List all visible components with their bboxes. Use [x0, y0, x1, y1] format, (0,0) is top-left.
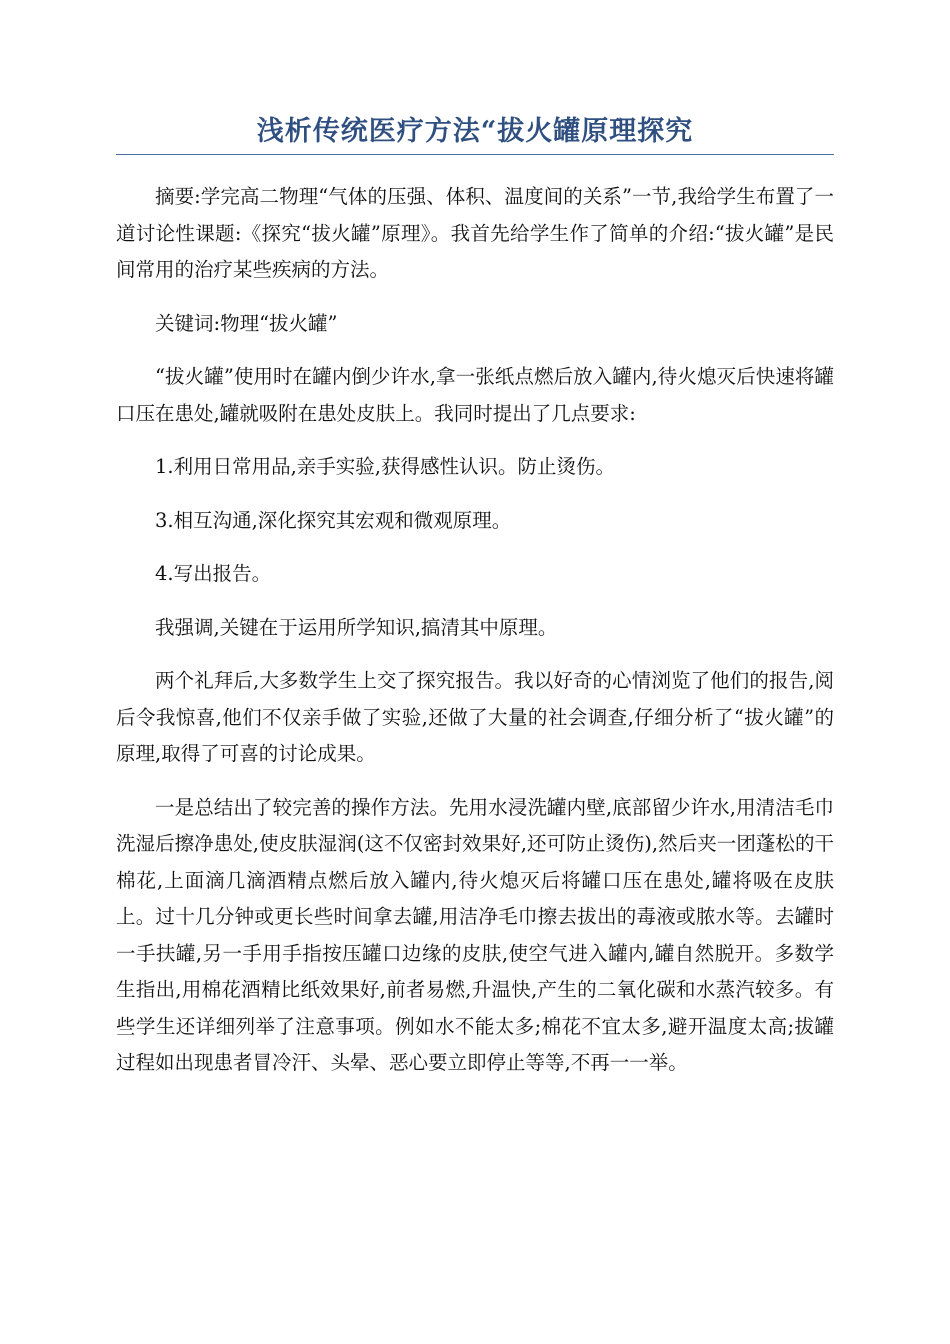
requirement-item: 1.利用日常用品,亲手实验,获得感性认识。防止烫伤。 — [155, 455, 616, 478]
document-body — [116, 179, 834, 1082]
requirement-item: 4.写出报告。 — [155, 562, 272, 585]
body-paragraph: 我强调,关键在于运用所学知识,搞清其中原理。 — [155, 615, 558, 639]
document-title: 浅析传统医疗方法“拔火罐原理探究 — [116, 112, 834, 155]
body-paragraph: 两个礼拜后,大多数学生上交了探究报告。我以好奇的心情浏览了他们的报告,阅后令我惊喜,他们不仅亲手做了实验,还做了大量的社会调查,仔细分析了“拔火罐”的原理,取得了可喜的讨论成果。 — [116, 669, 834, 765]
body-paragraph: 一是总结出了较完善的操作方法。先用水浸洗罐内壁,底部留少许水,用清洁毛巾洗湿后擦净患处,使皮肤湿润(这不仅密封效果好,还可防止烫伤),然后夹一团蓬松的干棉花,上面滴几滴酒精点燃后放入罐内,待火熄灭后将罐口压在患处,罐将吸在皮肤上。过十几分钟或更长些时间拿去罐,用洁净毛巾擦去拔出的毒液或脓水等。去罐时一手扶罐,另一手用手指按压罐口边缘的皮肤,使空气进入罐内,罐自然脱开。多数学生指出,用棉花酒精比纸效果好,前者易燃,升温快,产生的二氧化碳和水蒸汽较多。有些学生还详细列举了注意事项。例如水不能太多;棉花不宜太多,避开温度太高;拔罐过程如出现患者冒冷汗、头晕、恶心要立即停止等等,不再一一举。 — [116, 795, 834, 1074]
body-paragraph: “拔火罐”使用时在罐内倒少许水,拿一张纸点燃后放入罐内,待火熄灭后快速将罐口压在患处,罐就吸附在患处皮肤上。我同时提出了几点要求: — [116, 365, 834, 425]
requirement-item: 3.相互沟通,深化探究其宏观和微观原理。 — [155, 508, 512, 532]
keywords-paragraph: 关键词:物理“拔火罐” — [155, 311, 338, 335]
document-page — [116, 112, 834, 1099]
abstract-paragraph: 摘要:学完高二物理“气体的压强、体积、温度间的关系”一节,我给学生布置了一道讨论性课题:《探究“拔火罐”原理》。我首先给学生作了简单的介绍:“拔火罐”是民间常用的治疗某些疾病的方法。 — [116, 185, 834, 281]
